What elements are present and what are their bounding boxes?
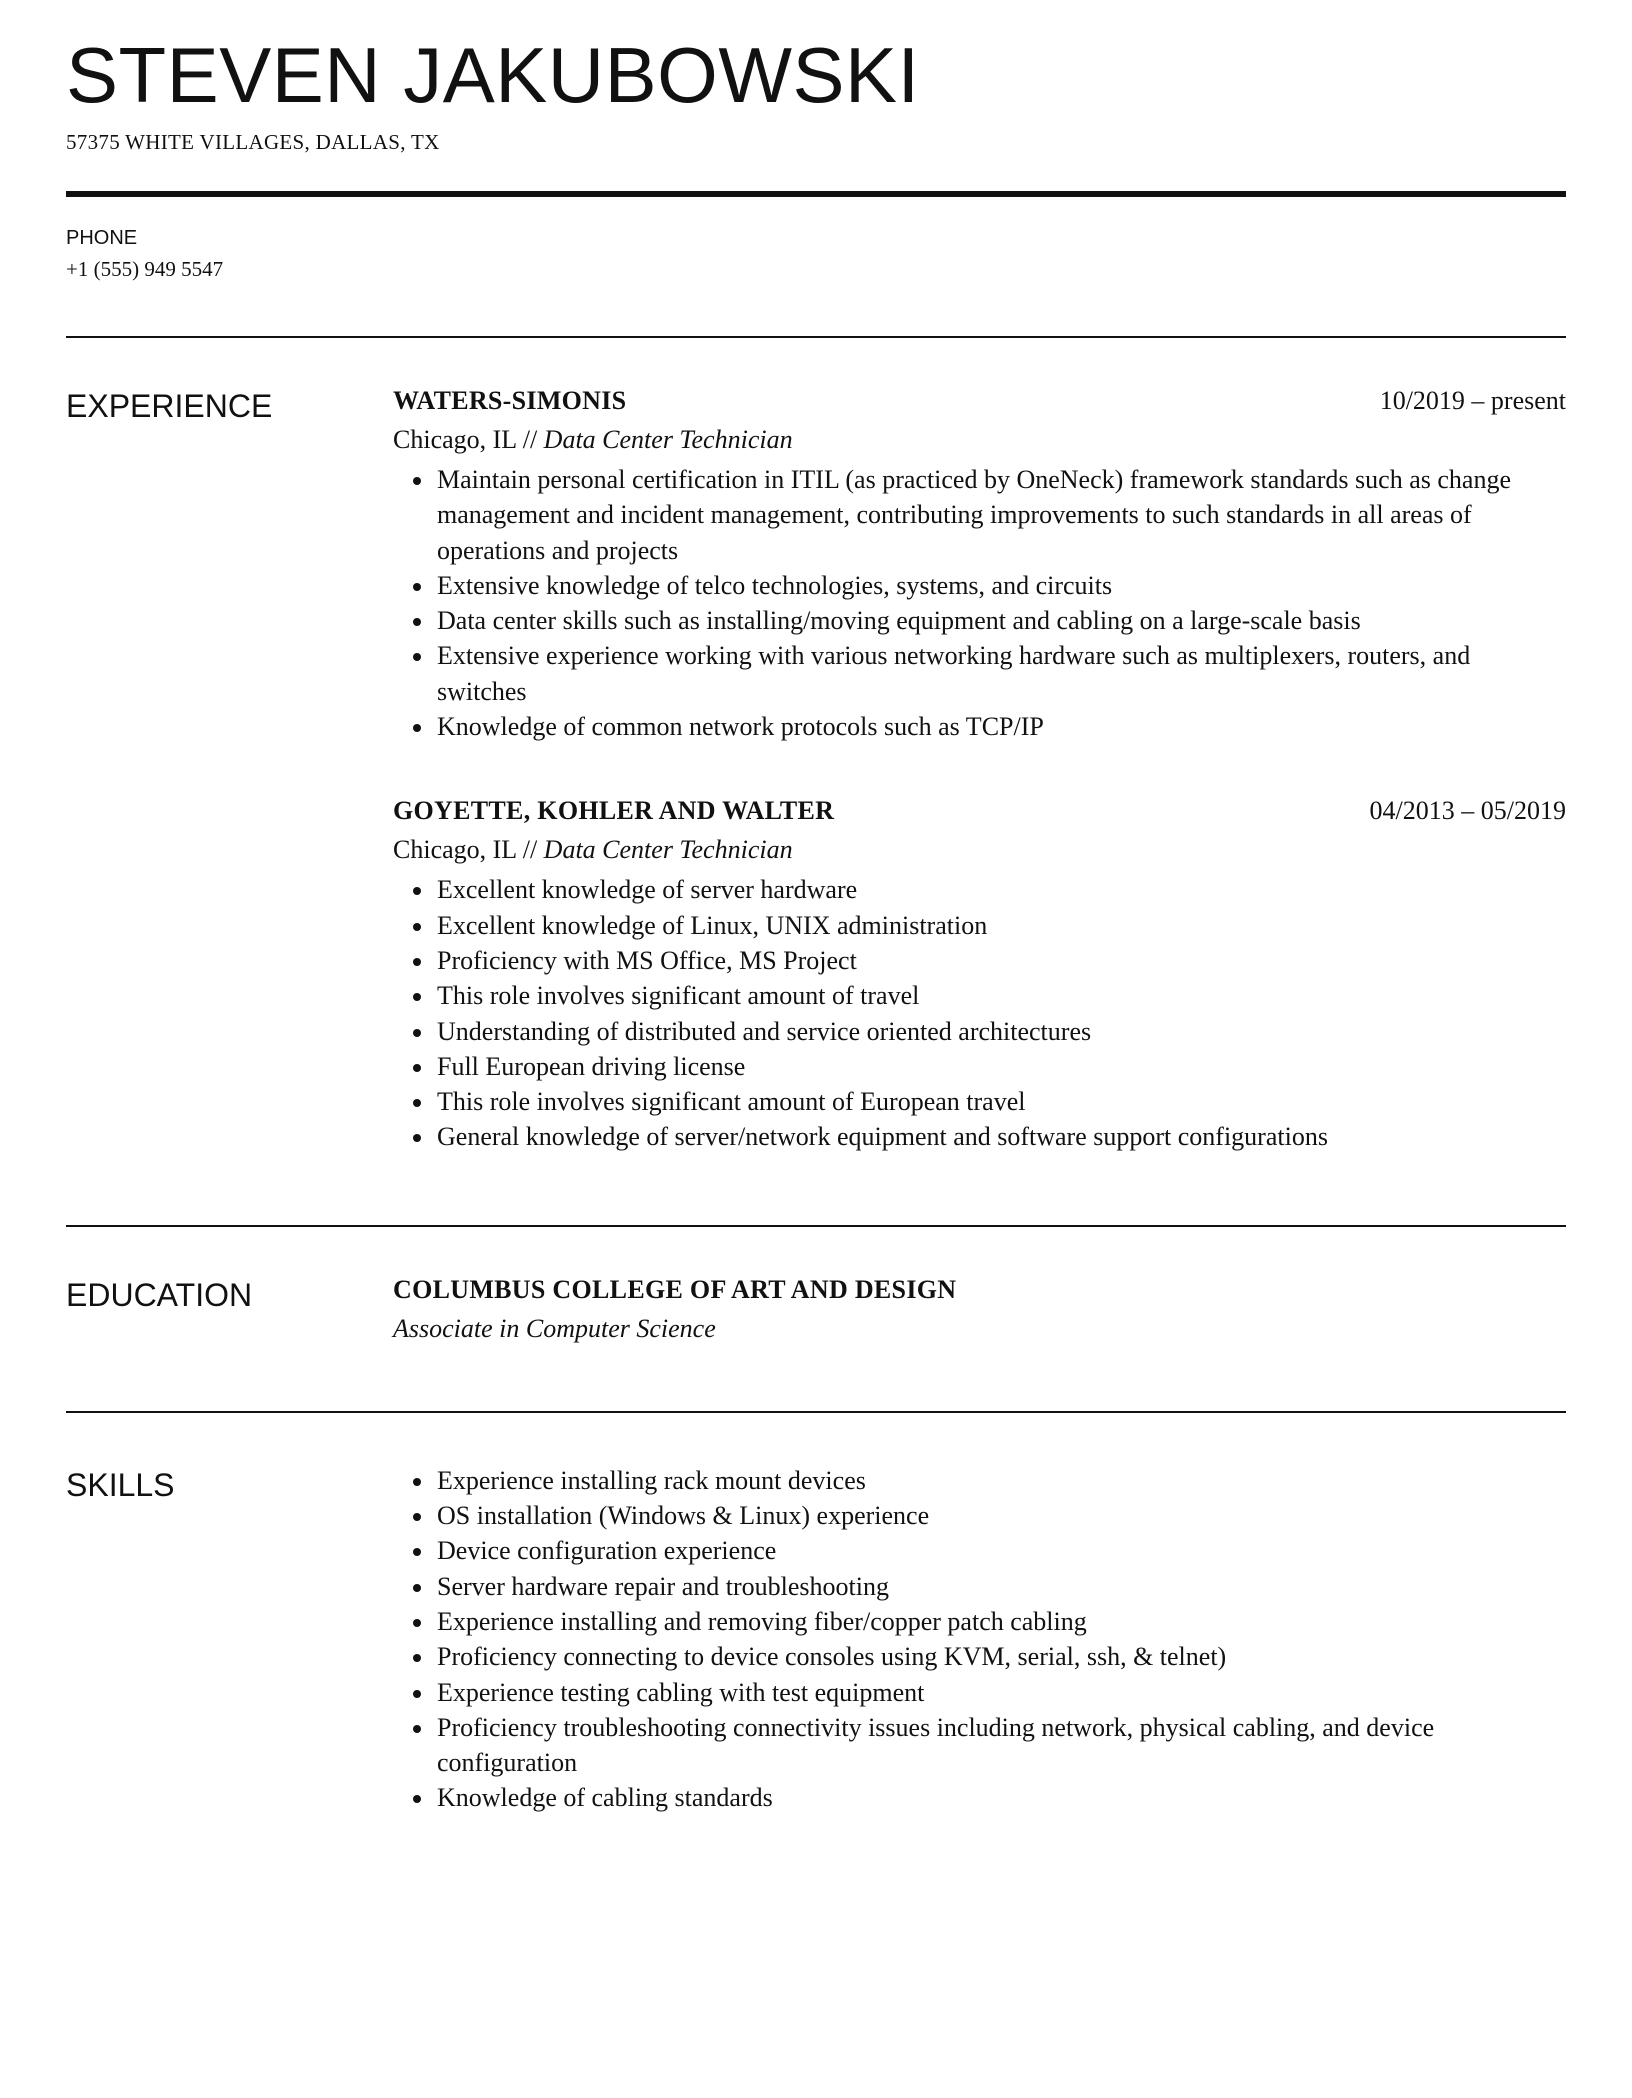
company-name: WATERS-SIMONIS bbox=[393, 386, 627, 415]
company-name: GOYETTE, KOHLER AND WALTER bbox=[393, 796, 835, 826]
job-role: Data Center Technician bbox=[543, 425, 793, 454]
job-header bbox=[393, 382, 1566, 420]
job-bullet-list bbox=[393, 872, 1566, 1154]
candidate-address: 57375 WHITE VILLAGES, DALLAS, TX bbox=[66, 130, 440, 154]
job-location: Chicago, IL // bbox=[393, 835, 538, 865]
education-heading: EDUCATION bbox=[66, 1276, 253, 1313]
experience-body bbox=[393, 382, 1566, 1155]
job-role: Data Center Technician bbox=[543, 835, 793, 865]
section-divider bbox=[66, 336, 1566, 338]
job-bullet: Proficiency with MS Office, MS Project bbox=[437, 943, 1566, 978]
skill-item: Experience testing cabling with test equipment bbox=[437, 1675, 1566, 1710]
experience-heading: EXPERIENCE bbox=[66, 388, 273, 424]
job-subline bbox=[393, 420, 1566, 460]
job-bullet: Maintain personal certification in ITIL (as practiced by OneNeck) framework standards such as change management and incident management, contributing improvements to such standards in all areas of operations and projects bbox=[437, 462, 1566, 568]
skill-item: Proficiency troubleshooting connectivity issues including network, physical cabling, and device configuration bbox=[437, 1710, 1566, 1781]
job-entry bbox=[393, 792, 1566, 1154]
skill-item: Experience installing and removing fiber/copper patch cabling bbox=[437, 1604, 1566, 1639]
job-bullet-list bbox=[393, 462, 1566, 744]
skill-item: Experience installing rack mount devices bbox=[437, 1463, 1566, 1498]
job-bullet: Full European driving license bbox=[437, 1049, 1566, 1084]
education-body bbox=[393, 1271, 1566, 1349]
skill-item: Proficiency connecting to device consoles using KVM, serial, ssh, & telnet) bbox=[437, 1639, 1566, 1674]
skills-section bbox=[66, 1463, 1566, 1816]
degree: Associate in Computer Science bbox=[393, 1313, 716, 1343]
experience-section bbox=[66, 382, 1566, 1155]
candidate-name: STEVEN JAKUBOWSKI bbox=[66, 31, 920, 119]
phone-label: PHONE bbox=[66, 227, 138, 249]
job-subline bbox=[393, 830, 1566, 870]
job-bullet: General knowledge of server/network equipment and software support configurations bbox=[437, 1119, 1566, 1154]
job-bullet: This role involves significant amount of European travel bbox=[437, 1084, 1566, 1119]
resume-page bbox=[66, 0, 1566, 1816]
skill-item: OS installation (Windows & Linux) experience bbox=[437, 1498, 1566, 1533]
job-entry bbox=[393, 382, 1566, 744]
section-divider bbox=[66, 1411, 1566, 1413]
education-section bbox=[66, 1271, 1566, 1349]
skills-list bbox=[393, 1463, 1566, 1816]
skill-item: Server hardware repair and troubleshooting bbox=[437, 1569, 1566, 1604]
school-name: COLUMBUS COLLEGE OF ART AND DESIGN bbox=[393, 1274, 957, 1304]
header-divider bbox=[66, 191, 1566, 197]
skills-heading: SKILLS bbox=[66, 1466, 175, 1503]
job-bullet: Knowledge of common network protocols such as TCP/IP bbox=[437, 709, 1566, 744]
job-dates: 04/2013 – 05/2019 bbox=[1369, 796, 1566, 826]
skill-item: Device configuration experience bbox=[437, 1533, 1566, 1568]
job-location: Chicago, IL // bbox=[393, 425, 538, 454]
job-header bbox=[393, 792, 1566, 830]
skills-body bbox=[393, 1463, 1566, 1816]
job-bullet: Extensive knowledge of telco technologies, systems, and circuits bbox=[437, 568, 1566, 603]
skill-item: Knowledge of cabling standards bbox=[437, 1780, 1566, 1815]
job-bullet: Excellent knowledge of Linux, UNIX administration bbox=[437, 908, 1566, 943]
section-divider bbox=[66, 1225, 1566, 1227]
phone-number: +1 (555) 949 5547 bbox=[66, 257, 224, 281]
job-bullet: Extensive experience working with various networking hardware such as multiplexers, routers, and switches bbox=[437, 638, 1566, 709]
job-bullet: Data center skills such as installing/moving equipment and cabling on a large-scale basis bbox=[437, 603, 1566, 638]
job-bullet: This role involves significant amount of travel bbox=[437, 978, 1566, 1013]
job-bullet: Excellent knowledge of server hardware bbox=[437, 872, 1566, 907]
job-bullet: Understanding of distributed and service oriented architectures bbox=[437, 1014, 1566, 1049]
job-dates: 10/2019 – present bbox=[1379, 386, 1566, 415]
